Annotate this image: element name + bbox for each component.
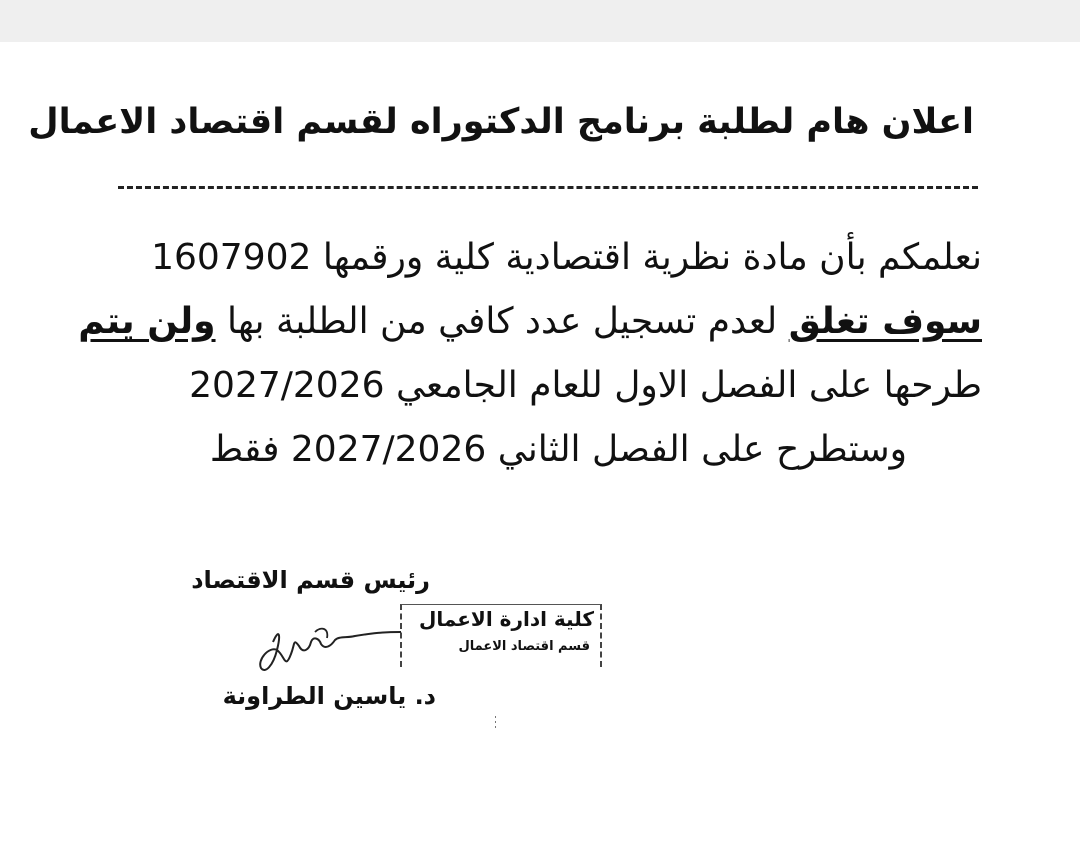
body-line-2 — [78, 290, 982, 354]
stamp-department: قسم اقتصاد الاعمال — [458, 639, 590, 654]
announcement-body — [78, 226, 982, 482]
signatory-title: رئيس قسم الاقتصاد — [191, 566, 430, 594]
dashed-divider — [118, 186, 978, 189]
emphasis-will-not: ولن يتم — [78, 301, 216, 342]
body-line-2-middle: لعدم تسجيل عدد كافي من الطلبة بها — [215, 301, 789, 342]
body-line-4: وستطرح على الفصل الثاني 2027/2026 فقط — [209, 429, 907, 470]
top-bar — [0, 0, 1080, 42]
body-line-1: نعلمكم بأن مادة نظرية اقتصادية كلية ورقمها 1607902 — [151, 237, 982, 278]
body-line-3: طرحها على الفصل الاول للعام الجامعي 2027/2026 — [189, 365, 982, 406]
department-stamp — [400, 604, 602, 667]
signatory-name: د. ياسين الطراونة — [222, 682, 436, 710]
emphasis-will-close: سوف تغلق — [788, 301, 982, 342]
stamp-college: كلية ادارة الاعمال — [419, 607, 594, 631]
handwritten-signature — [255, 610, 415, 680]
announcement-title: اعلان هام لطلبة برنامج الدكتوراه لقسم اقتصاد الاعمال — [28, 102, 974, 142]
speck-mark — [494, 716, 497, 730]
